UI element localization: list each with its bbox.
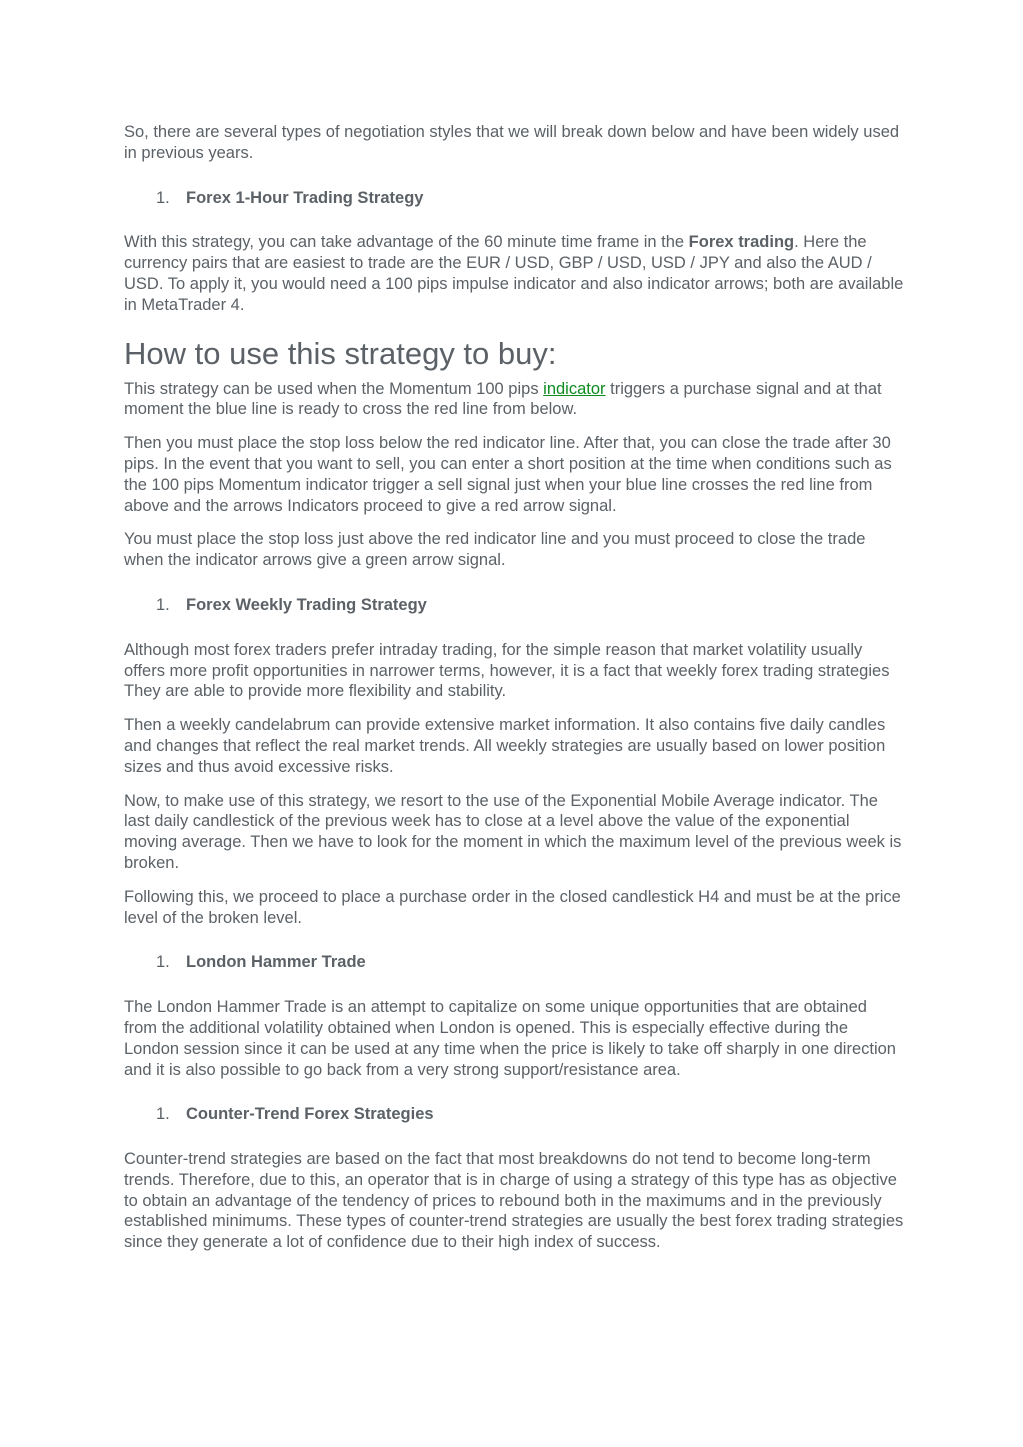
heading-text: Forex 1-Hour Trading Strategy bbox=[186, 188, 424, 207]
heading-text: Counter-Trend Forex Strategies bbox=[186, 1105, 434, 1124]
section-heading-weekly bbox=[156, 595, 904, 616]
section-heading-1hour bbox=[156, 188, 904, 209]
heading-text: London Hammer Trade bbox=[186, 953, 366, 972]
london-paragraph: The London Hammer Trade is an attempt to capitalize on some unique opportunities that are obtained from the additional volatility obtained when London is opened. This is especially effective during the London session since it can be used at any time when the price is likely to take off sharply in one direction and it is also possible to go back from a very strong support/resistance area. bbox=[124, 998, 896, 1079]
weekly-paragraph-3: Now, to make use of this strategy, we resort to the use of the Exponential Mobile Average indicator. The last daily candlestick of the previous week has to close at a level above the value of the exponential moving average. Then we have to look for the moment in which the maximum level of the previous week is broken. bbox=[124, 791, 902, 872]
list-number: 1. bbox=[156, 595, 170, 614]
buy-paragraph-1: This strategy can be used when the Momentum 100 pips indicator triggers a purchase signal and at that moment the blue line is ready to cross the red line from below. bbox=[124, 379, 882, 419]
weekly-paragraph-4: Following this, we proceed to place a purchase order in the closed candlestick H4 and must be at the price level of the broken level. bbox=[124, 887, 901, 927]
weekly-paragraph-1: Although most forex traders prefer intraday trading, for the simple reason that market volatility usually offers more profit opportunities in narrower terms, however, it is a fact that weekly forex trading strategies They are able to provide more flexibility and stability. bbox=[124, 640, 890, 701]
indicator-link[interactable]: indicator bbox=[543, 379, 606, 398]
section-heading-london bbox=[156, 952, 904, 973]
list-number: 1. bbox=[156, 1105, 170, 1124]
section-heading-counter-trend bbox=[156, 1104, 904, 1125]
list-number: 1. bbox=[156, 953, 170, 972]
weekly-paragraph-2: Then a weekly candelabrum can provide extensive market information. It also contains five daily candles and changes that reflect the real market trends. All weekly strategies are usually based on lower position sizes and thus avoid excessive risks. bbox=[124, 716, 886, 776]
buy-paragraph-2: Then you must place the stop loss below the red indicator line. After that, you can close the trade after 30 pips. In the event that you want to sell, you can enter a short position at the time when conditions such as the 100 pips Momentum indicator trigger a sell signal just when your blue line crosses the red line from above and the arrows Indicators proceed to give a red arrow signal. bbox=[124, 434, 892, 515]
list-number: 1. bbox=[156, 188, 170, 207]
document-page bbox=[124, 122, 904, 1253]
heading-text: Forex Weekly Trading Strategy bbox=[186, 595, 427, 614]
buy-heading: How to use this strategy to buy: bbox=[124, 335, 557, 371]
section1-paragraph: With this strategy, you can take advantage of the 60 minute time frame in the Forex trading. Here the currency pairs that are easiest to trade are the EUR / USD, GBP / USD, USD / JPY and also the AUD / USD. To apply it, you would need a 100 pips impulse indicator and also indicator arrows; both are available in MetaTrader 4. bbox=[124, 233, 904, 314]
counter-trend-paragraph: Counter-trend strategies are based on the fact that most breakdowns do not tend to become long-term trends. Therefore, due to this, an operator that is in charge of using a strategy of this type has as objective to obtain an advantage of the tendency of prices to rebound both in the maximums and in the previously established minimums. These types of counter-trend strategies are usually the best forex trading strategies since they generate a lot of confidence due to their high index of success. bbox=[124, 1150, 904, 1252]
intro-paragraph: So, there are several types of negotiation styles that we will break down below and have been widely used in previous years. bbox=[124, 123, 900, 162]
bold-text: Forex trading bbox=[688, 233, 795, 252]
buy-paragraph-3: You must place the stop loss just above the red indicator line and you must proceed to close the trade when the indicator arrows give a green arrow signal. bbox=[124, 530, 866, 570]
